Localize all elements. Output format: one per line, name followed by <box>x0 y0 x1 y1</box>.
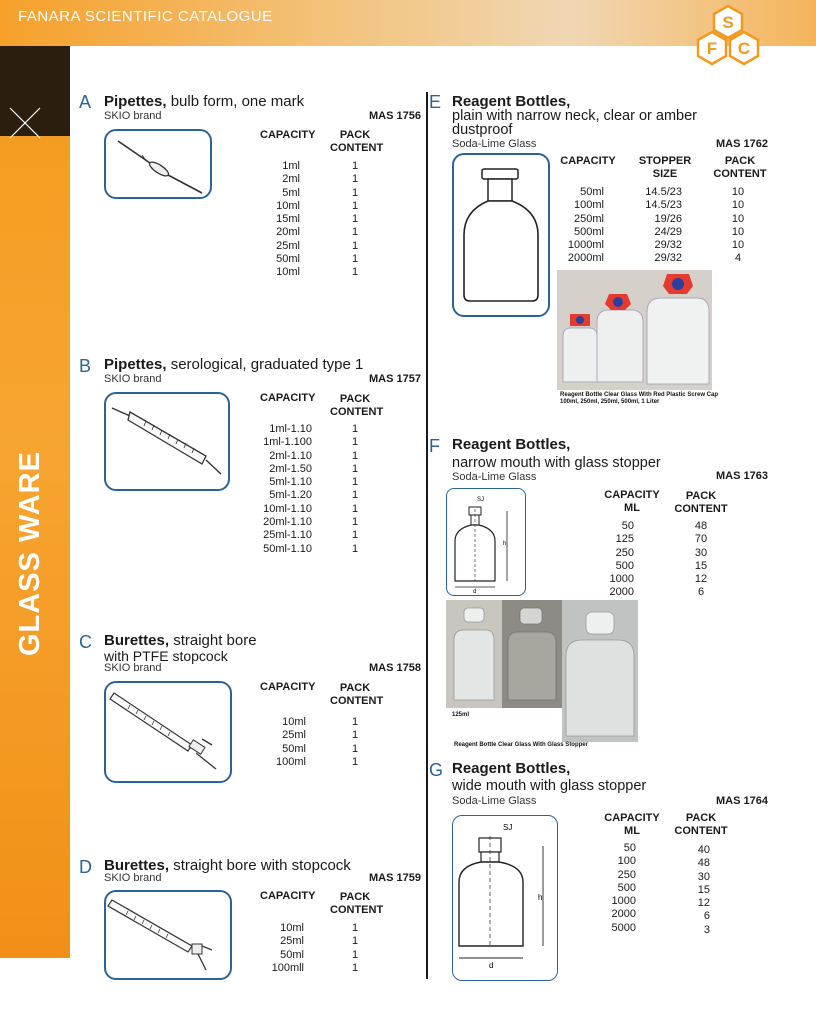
capacity-value: 1000 <box>609 573 634 586</box>
pack-value: 1 <box>351 226 359 239</box>
svg-text:d: d <box>489 961 494 970</box>
product-name: Burettes, <box>104 857 170 874</box>
capacity-value: 1ml <box>282 160 300 172</box>
burette-icon <box>106 683 230 781</box>
logo-letter-f: F <box>706 39 718 58</box>
stopper-header: STOPPER SIZE <box>638 155 692 180</box>
capacity-value: 10ml <box>276 266 300 279</box>
capacity-value: 25ml <box>276 239 300 252</box>
capacity-value: 2000 <box>611 908 636 921</box>
pack-value: 1 <box>351 253 359 266</box>
svg-text:d: d <box>473 589 477 595</box>
pack-value: 30 <box>694 546 708 559</box>
pack-header: PACK CONTENT <box>330 393 384 418</box>
catalogue-code: MAS 1764 <box>716 795 768 807</box>
pack-value: 1 <box>351 948 359 961</box>
capacity-column <box>562 186 604 266</box>
product-name: Reagent Bottles, <box>452 93 571 110</box>
capacity-header: CAPACITY ML <box>604 812 660 837</box>
capacity-value: 20ml-1.10 <box>263 516 312 529</box>
bottle-photo-icon <box>557 270 712 390</box>
brand-label: SKIO brand <box>104 110 162 122</box>
category-sidebar <box>0 46 70 1024</box>
serological-pipette-icon <box>106 394 228 489</box>
section-letter: E <box>429 92 442 112</box>
pack-value: 1 <box>351 742 359 755</box>
product-desc: straight bore with stopcock <box>173 857 351 874</box>
brand-label: SKIO brand <box>104 872 162 884</box>
pack-value: 48 <box>694 520 708 532</box>
pack-value: 1 <box>351 729 359 742</box>
photo-caption: Reagent Bottle Clear Glass With Glass Stopper <box>454 742 588 748</box>
capacity-value: 50 <box>623 842 636 854</box>
product-name: Pipettes, <box>104 356 167 373</box>
capacity-value: 25ml-1.10 <box>263 529 312 542</box>
product-desc: straight bore <box>173 632 257 649</box>
pack-value: 10 <box>731 239 745 252</box>
capacity-value: 1ml-1.100 <box>263 436 312 449</box>
pack-column <box>350 716 360 769</box>
glass-stopper-bottles-photo-icon <box>446 600 638 742</box>
capacity-value: 5000 <box>611 921 636 934</box>
capacity-value: 2ml-1.10 <box>269 449 312 462</box>
capacity-value: 10ml <box>280 922 304 934</box>
pack-value: 1 <box>351 186 359 199</box>
capacity-value: 2000ml <box>567 252 604 265</box>
pack-value: 1 <box>351 449 359 462</box>
product-desc-line2: with PTFE stopcock <box>104 648 228 664</box>
product-heading <box>104 93 304 110</box>
catalogue-code: MAS 1756 <box>369 110 421 122</box>
capacity-value: 100ml <box>574 199 604 212</box>
pack-value: 10 <box>731 212 745 225</box>
capacity-value: 2000 <box>609 586 634 599</box>
product-desc: plain with narrow neck, clear or amber <box>452 108 697 124</box>
column-divider <box>426 92 428 979</box>
product-heading <box>104 632 257 649</box>
product-desc: bulb form, one mark <box>170 93 305 110</box>
pack-value: 1 <box>351 542 359 555</box>
pack-value: 1 <box>351 462 359 475</box>
stopper-column <box>640 186 682 266</box>
product-image <box>104 890 232 980</box>
catalogue-code: MAS 1759 <box>369 872 421 884</box>
capacity-value: 2ml <box>282 173 300 186</box>
capacity-value: 5ml-1.10 <box>269 476 312 489</box>
brand-label: Soda-Lime Glass <box>452 138 537 150</box>
section-letter: F <box>429 436 440 456</box>
section-letter: C <box>79 632 92 652</box>
pack-header: PACK CONTENT <box>330 891 384 916</box>
pack-value: 1 <box>351 716 359 728</box>
product-image <box>452 153 550 317</box>
capacity-header: CAPACITY <box>260 129 316 141</box>
catalogue-code: MAS 1762 <box>716 138 768 150</box>
capacity-value: 500ml <box>574 225 604 238</box>
svg-text:SJ: SJ <box>503 823 513 832</box>
capacity-header <box>602 489 662 515</box>
pack-column <box>350 160 360 280</box>
stopper-value: 24/29 <box>654 225 682 238</box>
section-letter: B <box>79 356 92 376</box>
pack-value: 48 <box>697 857 710 870</box>
capacity-column <box>262 160 300 280</box>
product-heading <box>452 760 570 777</box>
capacity-value: 125 <box>615 533 634 546</box>
pack-column <box>350 922 360 975</box>
capacity-value: 250 <box>617 868 636 881</box>
product-desc: narrow mouth with glass stopper <box>452 455 661 471</box>
catalogue-code: MAS 1758 <box>369 662 421 674</box>
product-desc-line2: dustproof <box>452 122 513 138</box>
product-name: Reagent Bottles, <box>452 436 571 453</box>
svg-text:SJ: SJ <box>477 497 485 503</box>
product-heading <box>452 436 570 453</box>
capacity-header: CAPACITY <box>260 392 316 404</box>
capacity-value: 500 <box>617 881 636 894</box>
wide-mouth-bottle-diagram-icon <box>453 816 557 980</box>
stopper-value: 29/32 <box>654 252 682 265</box>
pack-column <box>730 186 746 266</box>
capacity-value: 10ml <box>276 199 300 212</box>
pack-value: 12 <box>694 573 708 586</box>
capacity-value: 250ml <box>574 212 604 225</box>
capacity-value: 25ml <box>282 729 306 742</box>
pack-value: 1 <box>351 199 359 212</box>
capacity-value: 50 <box>621 520 634 532</box>
capacity-column <box>262 922 304 975</box>
pack-value: 10 <box>731 225 745 238</box>
capacity-value: 100ml <box>276 755 306 768</box>
pack-value: 1 <box>351 489 359 502</box>
capacity-value: 100 <box>617 855 636 868</box>
capacity-header: CAPACITY <box>260 890 316 902</box>
capacity-value: 15ml <box>276 213 300 226</box>
section-letter: A <box>79 92 92 112</box>
pack-header: PACK CONTENT <box>330 682 384 707</box>
brand-label: SKIO brand <box>104 373 162 385</box>
fsc-logo <box>690 4 766 70</box>
capacity-value: 10ml-1.10 <box>263 502 312 515</box>
pack-value: 40 <box>697 844 710 856</box>
pack-value: 6 <box>703 910 710 923</box>
capacity-value: 5ml <box>282 186 300 199</box>
capacity-value: 1000 <box>611 895 636 908</box>
capacity-value: 50ml <box>282 742 306 755</box>
cross-icon <box>8 106 42 140</box>
capacity-column <box>604 842 636 935</box>
capacity-value: 5ml-1.20 <box>269 489 312 502</box>
capacity-value: 500 <box>615 559 634 572</box>
capacity-value: 2ml-1.50 <box>269 462 312 475</box>
pack-value: 1 <box>351 502 359 515</box>
brand-label: SKIO brand <box>104 662 162 674</box>
product-desc: wide mouth with glass stopper <box>452 778 647 794</box>
product-name: Pipettes, <box>104 93 167 110</box>
product-image <box>104 129 212 199</box>
pack-value: 1 <box>351 529 359 542</box>
pack-value: 1 <box>351 516 359 529</box>
svg-text:h: h <box>538 893 543 902</box>
brand-label: Soda-Lime Glass <box>452 795 537 807</box>
pack-value: 3 <box>703 923 710 936</box>
stopper-value: 29/32 <box>654 239 682 252</box>
logo-letter-c: C <box>737 39 751 58</box>
product-image <box>446 488 526 596</box>
pack-value: 1 <box>351 961 359 974</box>
page-number-box <box>0 958 70 1024</box>
pack-value: 1 <box>351 173 359 186</box>
stopper-value: 19/26 <box>654 212 682 225</box>
pack-value: 10 <box>731 186 745 198</box>
photo-caption-sizes: 100ml, 250ml, 250ml, 500ml, 1 Liter <box>560 399 660 405</box>
product-desc: serological, graduated type 1 <box>170 356 364 373</box>
capacity-value: 100mll <box>271 961 304 974</box>
capacity-value: 50ml <box>280 948 304 961</box>
pack-value: 12 <box>697 897 710 910</box>
pack-value: 1 <box>351 922 359 934</box>
pack-column <box>692 520 710 600</box>
product-image <box>104 681 232 783</box>
product-image <box>452 815 558 981</box>
pack-value: 4 <box>734 252 742 265</box>
photo-caption: Reagent Bottle Clear Glass With Red Plastic Screw Cap <box>560 392 718 398</box>
capacity-value: 50ml <box>276 253 300 266</box>
pack-value: 1 <box>351 239 359 252</box>
pack-value: 10 <box>731 199 745 212</box>
pack-value: 6 <box>697 586 705 599</box>
product-name: Reagent Bottles, <box>452 760 571 777</box>
bulb-pipette-icon <box>106 131 210 197</box>
product-photo <box>446 600 638 742</box>
photo-size-label: 125ml <box>452 712 470 718</box>
capacity-value: 1ml-1.10 <box>269 423 312 435</box>
capacity-value: 1000ml <box>567 239 604 252</box>
pack-value: 15 <box>697 883 710 896</box>
burette-stopcock-icon <box>106 892 230 978</box>
capacity-value: 250 <box>615 546 634 559</box>
capacity-column <box>252 423 312 556</box>
stopper-bottle-diagram-icon <box>447 489 525 595</box>
pack-value: 1 <box>351 266 359 279</box>
svg-text:h: h <box>503 541 507 547</box>
category-label: GLASS WARE <box>14 451 46 656</box>
product-name: Burettes, <box>104 632 170 649</box>
capacity-header: CAPACITY <box>260 681 316 693</box>
pack-header: PACK CONTENT <box>674 812 728 837</box>
pack-header: PACK CONTENT <box>713 155 767 180</box>
capacity-value: 10ml <box>282 716 306 728</box>
section-letter: D <box>79 857 92 877</box>
pack-column <box>692 844 710 937</box>
pack-value: 15 <box>694 559 708 572</box>
capacity-value: 25ml <box>280 935 304 948</box>
capacity-header: CAPACITY <box>560 155 616 167</box>
capacity-value: 20ml <box>276 226 300 239</box>
catalogue-code: MAS 1763 <box>716 470 768 482</box>
pack-header: PACK CONTENT <box>330 129 384 154</box>
product-heading <box>104 356 363 373</box>
capacity-header-label: CAPACITY ML <box>604 489 660 514</box>
pack-value: 1 <box>351 423 359 435</box>
stopper-value: 14.5/23 <box>645 199 682 212</box>
catalogue-code: MAS 1757 <box>369 373 421 385</box>
capacity-column <box>262 716 306 769</box>
catalogue-title: FANARA SCIENTIFIC CATALOGUE <box>18 8 273 25</box>
pack-value: 1 <box>351 213 359 226</box>
capacity-value: 50ml <box>580 186 604 198</box>
product-photo <box>557 270 712 390</box>
capacity-column <box>604 520 634 600</box>
pack-value: 70 <box>694 533 708 546</box>
pack-value: 1 <box>351 476 359 489</box>
capacity-value: 50ml-1.10 <box>263 542 312 555</box>
pack-value: 1 <box>351 160 359 172</box>
pack-value: 1 <box>351 436 359 449</box>
pack-header: PACK CONTENT <box>674 490 728 515</box>
product-image <box>104 392 230 491</box>
logo-letter-s: S <box>722 13 734 32</box>
pack-value: 1 <box>351 755 359 768</box>
reagent-bottle-icon <box>454 155 548 315</box>
pack-value: 30 <box>697 870 710 883</box>
stopper-value: 14.5/23 <box>645 186 682 198</box>
brand-label: Soda-Lime Glass <box>452 471 537 483</box>
section-letter: G <box>429 760 444 780</box>
pack-value: 1 <box>351 935 359 948</box>
pack-column <box>350 423 360 556</box>
